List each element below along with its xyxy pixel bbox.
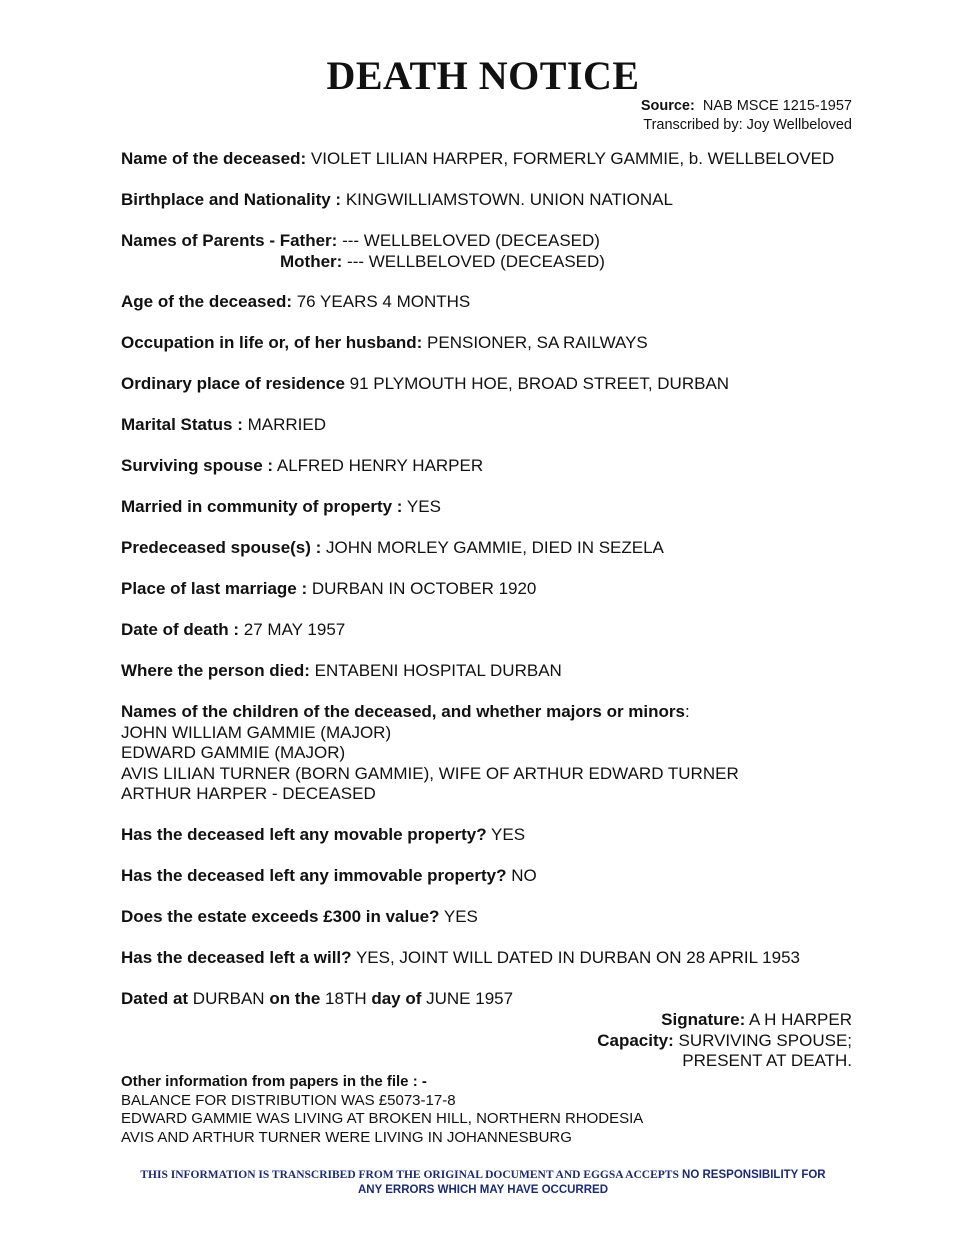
field-value: YES — [402, 497, 441, 516]
field-label: Has the deceased left any immovable property? — [121, 866, 507, 885]
child-item: EDWARD GAMMIE (MAJOR) — [121, 743, 346, 762]
field-label: Names of the children of the deceased, and whether majors or minors — [121, 702, 685, 721]
other-info-line: AVIS AND ARTHUR TURNER WERE LIVING IN JOHANNESBURG — [121, 1128, 572, 1146]
field-label: Names of Parents - Father: — [121, 231, 338, 250]
field-label: Married in community of property : — [121, 497, 403, 516]
field-value: ALFRED HENRY HARPER — [273, 456, 484, 475]
field-will — [121, 948, 800, 969]
source-line — [641, 97, 852, 116]
child-item: JOHN WILLIAM GAMMIE (MAJOR) — [121, 722, 392, 742]
field-label: Where the person died: — [121, 661, 310, 680]
child-item: AVIS LILIAN TURNER (BORN GAMMIE), WIFE OF ARTHUR EDWARD TURNER — [121, 763, 739, 783]
field-label: Date of death : — [121, 620, 240, 639]
field-birthplace — [121, 190, 673, 211]
source-label: Source: — [640, 98, 695, 114]
field-value: YES — [486, 825, 526, 844]
signature-line — [597, 1010, 852, 1031]
field-value: --- WELLBELOVED (DECEASED) — [342, 251, 605, 271]
field-value: 76 YEARS 4 MONTHS — [292, 292, 471, 311]
field-residence — [121, 374, 729, 395]
field-parents — [121, 231, 605, 272]
capacity-label: Capacity: — [597, 1030, 674, 1050]
children-heading — [121, 702, 739, 723]
field-surviving-spouse — [121, 456, 483, 477]
dated-label: Dated at — [121, 989, 189, 1008]
field-immovable-property — [121, 866, 537, 887]
field-value: VIOLET LILIAN HARPER, FORMERLY GAMMIE, b. WELLBELOVED — [306, 149, 835, 168]
field-label: Surviving spouse : — [121, 456, 274, 475]
other-info-line: BALANCE FOR DISTRIBUTION WAS £5073-17-8 — [121, 1091, 456, 1109]
field-value: MARRIED — [242, 415, 326, 434]
field-name — [121, 149, 834, 170]
page-title: DEATH NOTICE — [326, 53, 640, 98]
disclaimer-part-2: NO RESPONSIBILITY FOR — [678, 1169, 826, 1181]
field-age — [121, 292, 470, 313]
other-information — [121, 1073, 643, 1147]
field-label: Predeceased spouse(s) : — [121, 538, 322, 557]
dated-place: DURBAN — [188, 989, 270, 1008]
field-label: Birthplace and Nationality : — [121, 190, 342, 209]
disclaimer-footer — [0, 1168, 966, 1198]
source-block — [641, 97, 852, 135]
field-predeceased-spouse — [121, 538, 664, 559]
field-value: YES — [439, 907, 478, 926]
field-label: Has the deceased left any movable property? — [121, 825, 487, 844]
field-value: YES, JOINT WILL DATED IN DURBAN ON 28 APRIL 1953 — [351, 948, 800, 967]
signature-value: A H HARPER — [745, 1010, 852, 1029]
field-occupation — [121, 333, 648, 354]
field-children — [121, 702, 739, 805]
field-value: 91 PLYMOUTH HOE, BROAD STREET, DURBAN — [344, 374, 730, 393]
field-estate-value — [121, 907, 478, 928]
signature-label: Signature: — [661, 1010, 746, 1029]
field-value: JOHN MORLEY GAMMIE, DIED IN SEZELA — [321, 538, 664, 557]
field-label: Marital Status : — [121, 415, 243, 434]
field-dated — [121, 989, 513, 1010]
other-info-heading: Other information from papers in the file : - — [121, 1073, 427, 1090]
child-item: ARTHUR HARPER - DECEASED — [121, 784, 376, 803]
field-date-of-death — [121, 620, 345, 641]
field-value: DURBAN IN OCTOBER 1920 — [307, 579, 537, 598]
source-value: NAB MSCE 1215-1957 — [702, 98, 852, 114]
transcribed-by: Transcribed by: Joy Wellbeloved — [643, 117, 852, 133]
dated-on-label: on the — [269, 989, 321, 1008]
field-label: Age of the deceased: — [121, 292, 292, 311]
field-value: NO — [506, 866, 537, 885]
field-label: Name of the deceased: — [121, 149, 307, 168]
field-value: 27 MAY 1957 — [239, 620, 346, 639]
capacity-line-2: PRESENT AT DEATH. — [682, 1051, 852, 1070]
capacity-line — [597, 1031, 852, 1052]
disclaimer-line-1 — [0, 1168, 966, 1183]
dated-month: JUNE 1957 — [421, 989, 514, 1008]
disclaimer-part-1: THIS INFORMATION IS TRANSCRIBED FROM THE ORIGINAL DOCUMENT AND EGGSA ACCEPTS — [140, 1169, 679, 1181]
field-marital-status — [121, 415, 326, 436]
field-movable-property — [121, 825, 525, 846]
field-label: Occupation in life or, of her husband: — [121, 333, 423, 352]
other-info-line: EDWARD GAMMIE WAS LIVING AT BROKEN HILL, NORTHERN RHODESIA — [121, 1110, 644, 1127]
disclaimer-line-2: ANY ERRORS WHICH MAY HAVE OCCURRED — [357, 1184, 609, 1196]
father-line — [121, 231, 605, 252]
field-where-died — [121, 661, 562, 682]
field-label: Mother: — [280, 251, 343, 271]
field-label: Has the deceased left a will? — [121, 948, 352, 967]
field-value: ENTABENI HOSPITAL DURBAN — [309, 661, 562, 680]
children-colon: : — [684, 702, 690, 721]
dated-day: 18TH — [320, 989, 372, 1008]
field-value: PENSIONER, SA RAILWAYS — [422, 333, 648, 352]
dated-day-label: day of — [371, 989, 422, 1008]
field-last-marriage — [121, 579, 536, 600]
mother-line — [121, 252, 605, 273]
field-label: Ordinary place of residence — [121, 374, 345, 393]
field-label: Place of last marriage : — [121, 579, 308, 598]
signature-block — [597, 1010, 852, 1072]
field-community-property — [121, 497, 441, 518]
capacity-value: SURVIVING SPOUSE; — [673, 1030, 852, 1050]
field-value: --- WELLBELOVED (DECEASED) — [337, 231, 600, 250]
field-label: Does the estate exceeds £300 in value? — [121, 907, 440, 926]
field-value: KINGWILLIAMSTOWN. UNION NATIONAL — [341, 190, 673, 209]
